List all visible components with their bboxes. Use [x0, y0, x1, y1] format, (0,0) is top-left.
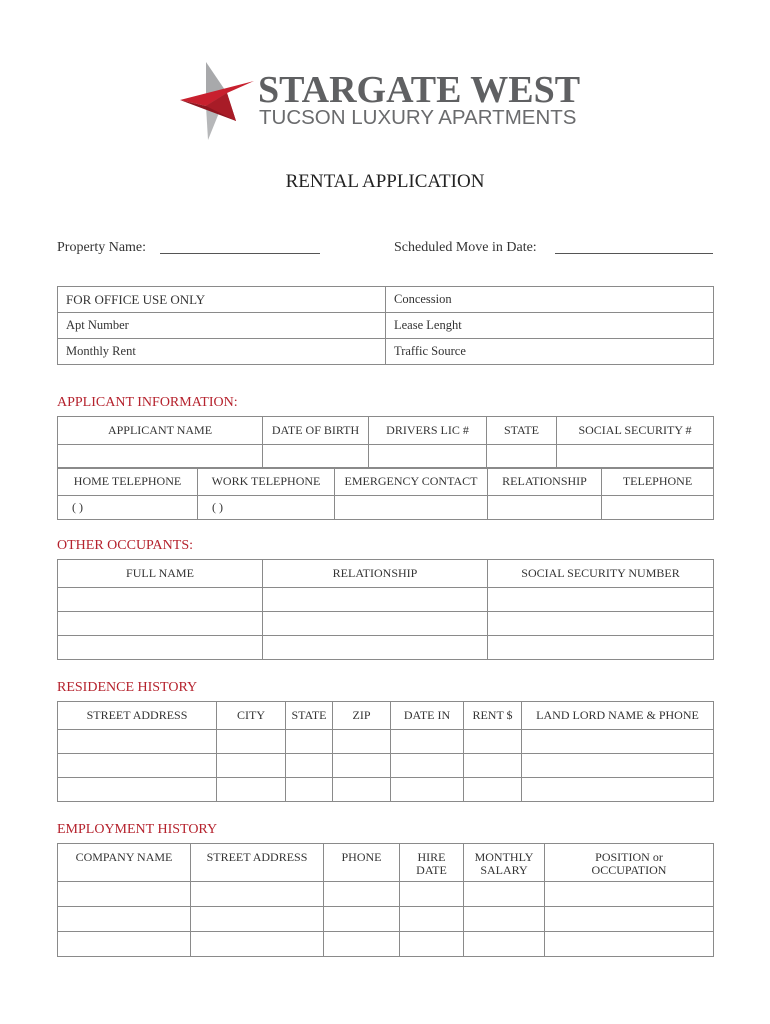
occupant-ssn-header: SOCIAL SECURITY NUMBER	[488, 560, 714, 588]
work-telephone-header: WORK TELEPHONE	[198, 468, 335, 496]
lease-length-field[interactable]: Lease Lenght	[386, 313, 714, 339]
phone-header: PHONE	[324, 844, 400, 882]
table-cell[interactable]	[58, 612, 263, 636]
table-cell[interactable]	[324, 907, 400, 932]
occupants-table	[57, 559, 714, 660]
table-cell[interactable]	[286, 778, 333, 802]
table-cell[interactable]	[58, 882, 191, 907]
zip-header: ZIP	[333, 702, 391, 730]
table-cell[interactable]	[400, 882, 464, 907]
drivers-lic-header: DRIVERS LIC #	[369, 417, 487, 445]
monthly-salary-header: MONTHLY SALARY	[464, 844, 545, 882]
table-cell[interactable]	[58, 754, 217, 778]
emergency-contact-field[interactable]	[335, 496, 488, 520]
table-cell[interactable]	[286, 754, 333, 778]
stargate-logo-star-icon	[178, 62, 254, 140]
landlord-header: LAND LORD NAME & PHONE	[522, 702, 714, 730]
state-field[interactable]	[487, 445, 557, 469]
company-name-header: COMPANY NAME	[58, 844, 191, 882]
table-cell[interactable]	[400, 932, 464, 957]
brand-subtitle: TUCSON LUXURY APARTMENTS	[259, 106, 577, 129]
date-in-header: DATE IN	[391, 702, 464, 730]
table-cell[interactable]	[391, 754, 464, 778]
position-header: POSITION or OCCUPATION	[545, 844, 714, 882]
apt-number-field[interactable]: Apt Number	[58, 313, 386, 339]
table-cell[interactable]	[391, 730, 464, 754]
applicant-section-title: APPLICANT INFORMATION:	[57, 395, 238, 410]
office-use-table	[57, 286, 714, 365]
employer-street-address-header: STREET ADDRESS	[191, 844, 324, 882]
table-cell[interactable]	[391, 778, 464, 802]
table-cell[interactable]	[324, 882, 400, 907]
applicant-table-2	[57, 467, 714, 520]
occupants-section-title: OTHER OCCUPANTS:	[57, 538, 194, 553]
table-cell[interactable]	[58, 907, 191, 932]
table-cell[interactable]	[464, 778, 522, 802]
full-name-header: FULL NAME	[58, 560, 263, 588]
residence-section-title: RESIDENCE HISTORY	[57, 680, 198, 695]
table-cell[interactable]	[217, 754, 286, 778]
table-cell[interactable]	[400, 907, 464, 932]
residence-table	[57, 701, 714, 802]
property-name-label: Property Name:	[57, 240, 147, 255]
table-cell[interactable]	[263, 636, 488, 660]
city-header: CITY	[217, 702, 286, 730]
table-cell[interactable]	[286, 730, 333, 754]
table-cell[interactable]	[191, 907, 324, 932]
ssn-header: SOCIAL SECURITY #	[557, 417, 714, 445]
applicant-table-1	[57, 416, 714, 469]
employment-table	[57, 843, 714, 957]
table-cell[interactable]	[263, 612, 488, 636]
applicant-name-header: APPLICANT NAME	[58, 417, 263, 445]
emergency-contact-header: EMERGENCY CONTACT	[335, 468, 488, 496]
table-cell[interactable]	[464, 882, 545, 907]
relationship-header: RELATIONSHIP	[488, 468, 602, 496]
brand-name: STARGATE WEST	[258, 69, 581, 111]
dob-header: DATE OF BIRTH	[263, 417, 369, 445]
table-cell[interactable]	[263, 588, 488, 612]
table-cell[interactable]	[324, 932, 400, 957]
concession-field[interactable]: Concession	[386, 287, 714, 313]
table-cell[interactable]	[58, 778, 217, 802]
table-cell[interactable]	[217, 730, 286, 754]
table-cell[interactable]	[545, 907, 714, 932]
table-cell[interactable]	[217, 778, 286, 802]
table-cell[interactable]	[464, 932, 545, 957]
table-cell[interactable]	[488, 588, 714, 612]
move-in-date-field[interactable]	[555, 253, 713, 254]
table-cell[interactable]	[333, 778, 391, 802]
table-cell[interactable]	[488, 612, 714, 636]
ssn-field[interactable]	[557, 445, 714, 469]
monthly-rent-field[interactable]: Monthly Rent	[58, 339, 386, 365]
table-cell[interactable]	[545, 882, 714, 907]
table-cell[interactable]	[464, 730, 522, 754]
property-name-field[interactable]	[160, 253, 320, 254]
hire-date-header: HIRE DATE	[400, 844, 464, 882]
street-address-header: STREET ADDRESS	[58, 702, 217, 730]
rent-header: RENT $	[464, 702, 522, 730]
table-cell[interactable]	[58, 588, 263, 612]
table-cell[interactable]	[58, 636, 263, 660]
table-cell[interactable]	[333, 730, 391, 754]
table-cell[interactable]	[191, 932, 324, 957]
state-header: STATE	[487, 417, 557, 445]
telephone-field[interactable]	[602, 496, 714, 520]
table-cell[interactable]	[191, 882, 324, 907]
table-cell[interactable]	[522, 730, 714, 754]
residence-state-header: STATE	[286, 702, 333, 730]
applicant-name-field[interactable]	[58, 445, 263, 469]
relationship-field[interactable]	[488, 496, 602, 520]
dob-field[interactable]	[263, 445, 369, 469]
table-cell[interactable]	[488, 636, 714, 660]
table-cell[interactable]	[58, 730, 217, 754]
telephone-header: TELEPHONE	[602, 468, 714, 496]
traffic-source-field[interactable]: Traffic Source	[386, 339, 714, 365]
table-cell[interactable]	[522, 778, 714, 802]
work-telephone-field[interactable]: ( )	[198, 496, 335, 520]
table-cell[interactable]	[522, 754, 714, 778]
drivers-lic-field[interactable]	[369, 445, 487, 469]
occupant-relationship-header: RELATIONSHIP	[263, 560, 488, 588]
office-use-only-cell: FOR OFFICE USE ONLY	[58, 287, 386, 313]
table-cell[interactable]	[464, 754, 522, 778]
home-telephone-field[interactable]: ( )	[58, 496, 198, 520]
home-telephone-header: HOME TELEPHONE	[58, 468, 198, 496]
move-in-date-label: Scheduled Move in Date:	[394, 240, 537, 255]
page-title: RENTAL APPLICATION	[285, 171, 485, 192]
table-cell[interactable]	[333, 754, 391, 778]
table-cell[interactable]	[58, 932, 191, 957]
employment-section-title: EMPLOYMENT HISTORY	[57, 822, 218, 837]
table-cell[interactable]	[545, 932, 714, 957]
table-cell[interactable]	[464, 907, 545, 932]
